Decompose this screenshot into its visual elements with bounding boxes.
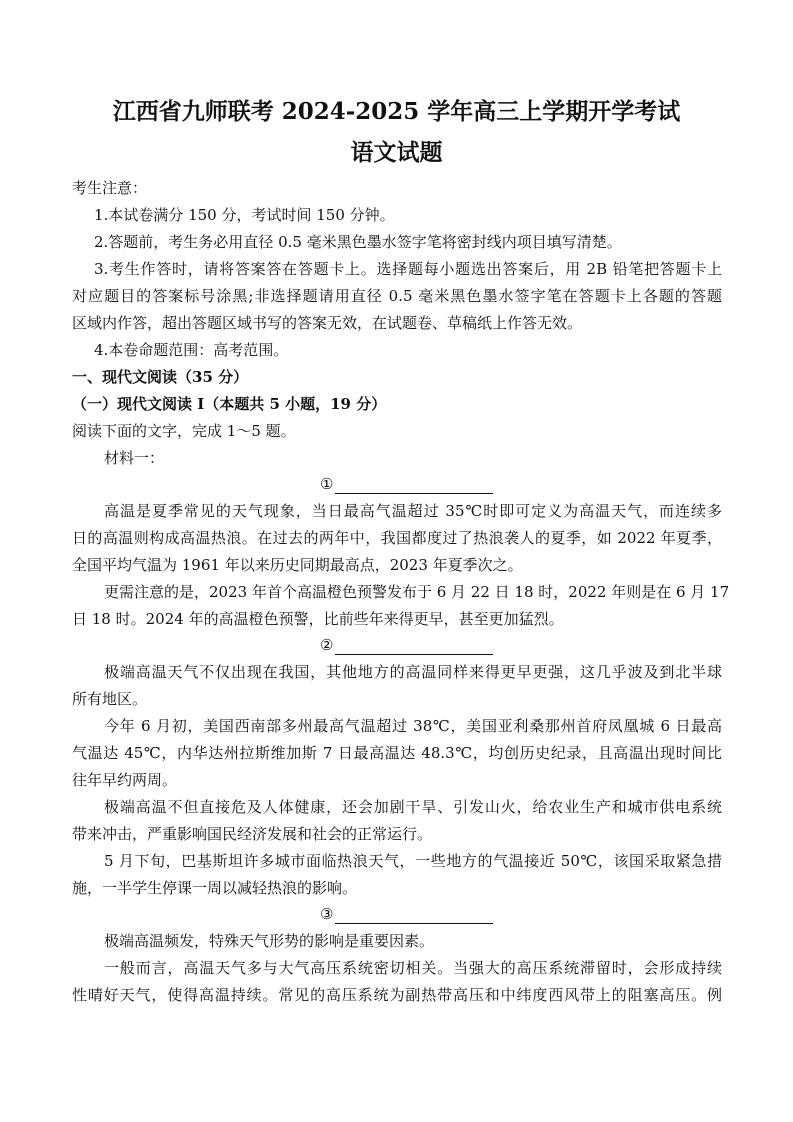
notice-heading: 考生注意： xyxy=(72,179,148,197)
section-title-blank-1 xyxy=(320,474,500,494)
passage-line: 往年早约两周。 xyxy=(72,771,178,789)
passage-line: 今年 6 月初，美国西南部多州最高气温超过 38℃，美国亚利桑那州首府凤凰城 6 日最高 xyxy=(104,717,722,735)
blank-underline-2 xyxy=(335,635,493,655)
notice-item-1: 1.本试卷满分 150 分，考试时间 150 分钟。 xyxy=(94,206,395,224)
blank-underline-3 xyxy=(335,904,493,924)
section-title-blank-2 xyxy=(320,635,500,655)
passage-line: 极端高温天气不仅出现在我国，其他地方的高温同样来得更早更强，这几乎波及到北半球 xyxy=(104,663,722,681)
passage-line: 施，一半学生停课一周以减轻热浪的影响。 xyxy=(72,879,358,897)
section-subheading: （一）现代文阅读 I（本题共 5 小题，19 分） xyxy=(72,395,387,413)
passage-line: 5 月下旬，巴基斯坦许多城市面临热浪天气，一些地方的气温接近 50℃，该国采取紧急措 xyxy=(104,852,722,870)
passage-line: 极端高温不但直接危及人体健康，还会加剧干旱、引发山火，给农业生产和城市供电系统 xyxy=(104,798,722,816)
passage-line: 全国平均气温为 1961 年以来历史同期最高点，2023 年夏季次之。 xyxy=(72,556,523,574)
notice-item-3-line-1: 3.考生作答时，请将答案答在答题卡上。选择题每小题选出答案后，用 2B 铅笔把答题卡上 xyxy=(94,260,722,278)
passage-line: 性晴好天气，使得高温持续。常见的高压系统为副热带高压和中纬度西风带上的阻塞高压。例 xyxy=(72,986,722,1004)
notice-item-3-line-3: 区域内作答，超出答题区域书写的答案无效，在试题卷、草稿纸上作答无效。 xyxy=(72,314,583,332)
passage-line: 日的高温则构成高温热浪。在过去的两年中，我国都度过了热浪袭人的夏季，如 2022 年夏季， xyxy=(72,529,722,547)
passage-line: 一般而言，高温天气多与大气高压系统密切相关。当强大的高压系统滞留时，会形成持续 xyxy=(104,959,722,977)
passage-line: 极端高温频发，特殊天气形势的影响是重要因素。 xyxy=(104,932,435,950)
notice-item-4: 4.本卷命题范围：高考范围。 xyxy=(94,341,289,359)
passage-line: 所有地区。 xyxy=(72,690,148,708)
passage-line: 高温是夏季常见的天气现象，当日最高气温超过 35℃时即可定义为高温天气，而连续多 xyxy=(104,502,722,520)
notice-item-2: 2.答题前，考生务必用直径 0.5 毫米黑色墨水签字笔将密封线内项目填写清楚。 xyxy=(94,233,622,251)
passage-line: 日 18 时。2024 年的高温橙色预警，比前些年来得更早，甚至更加猛烈。 xyxy=(72,610,564,628)
blank-number-1: ① xyxy=(320,475,334,493)
section-title-blank-3 xyxy=(320,904,500,924)
exam-title: 江西省九师联考 2024-2025 学年高三上学期开学考试 xyxy=(112,98,681,125)
blank-number-3: ③ xyxy=(320,905,334,923)
section-heading: 一、现代文阅读（35 分） xyxy=(72,368,249,386)
blank-underline-1 xyxy=(335,474,493,494)
reading-instruction: 阅读下面的文字，完成 1～5 题。 xyxy=(72,422,296,440)
blank-number-2: ② xyxy=(320,636,334,654)
passage-line: 气温达 45℃，内华达州拉斯维加斯 7 日最高温达 48.3℃，均创历史纪录，且高温出现时间比 xyxy=(72,744,722,762)
passage-line: 带来冲击，严重影响国民经济发展和社会的正常运行。 xyxy=(72,825,433,843)
material-label: 材料一： xyxy=(104,449,165,467)
exam-subtitle: 语文试题 xyxy=(350,139,443,166)
notice-item-3-line-2: 对应题目的答案标号涂黑;非选择题请用直径 0.5 毫米黑色墨水签字笔在答题卡上各题的答题 xyxy=(72,287,722,305)
passage-line: 更需注意的是，2023 年首个高温橙色预警发布于 6 月 22 日 18 时，2022 年则是在 6 月 17 xyxy=(104,583,730,601)
